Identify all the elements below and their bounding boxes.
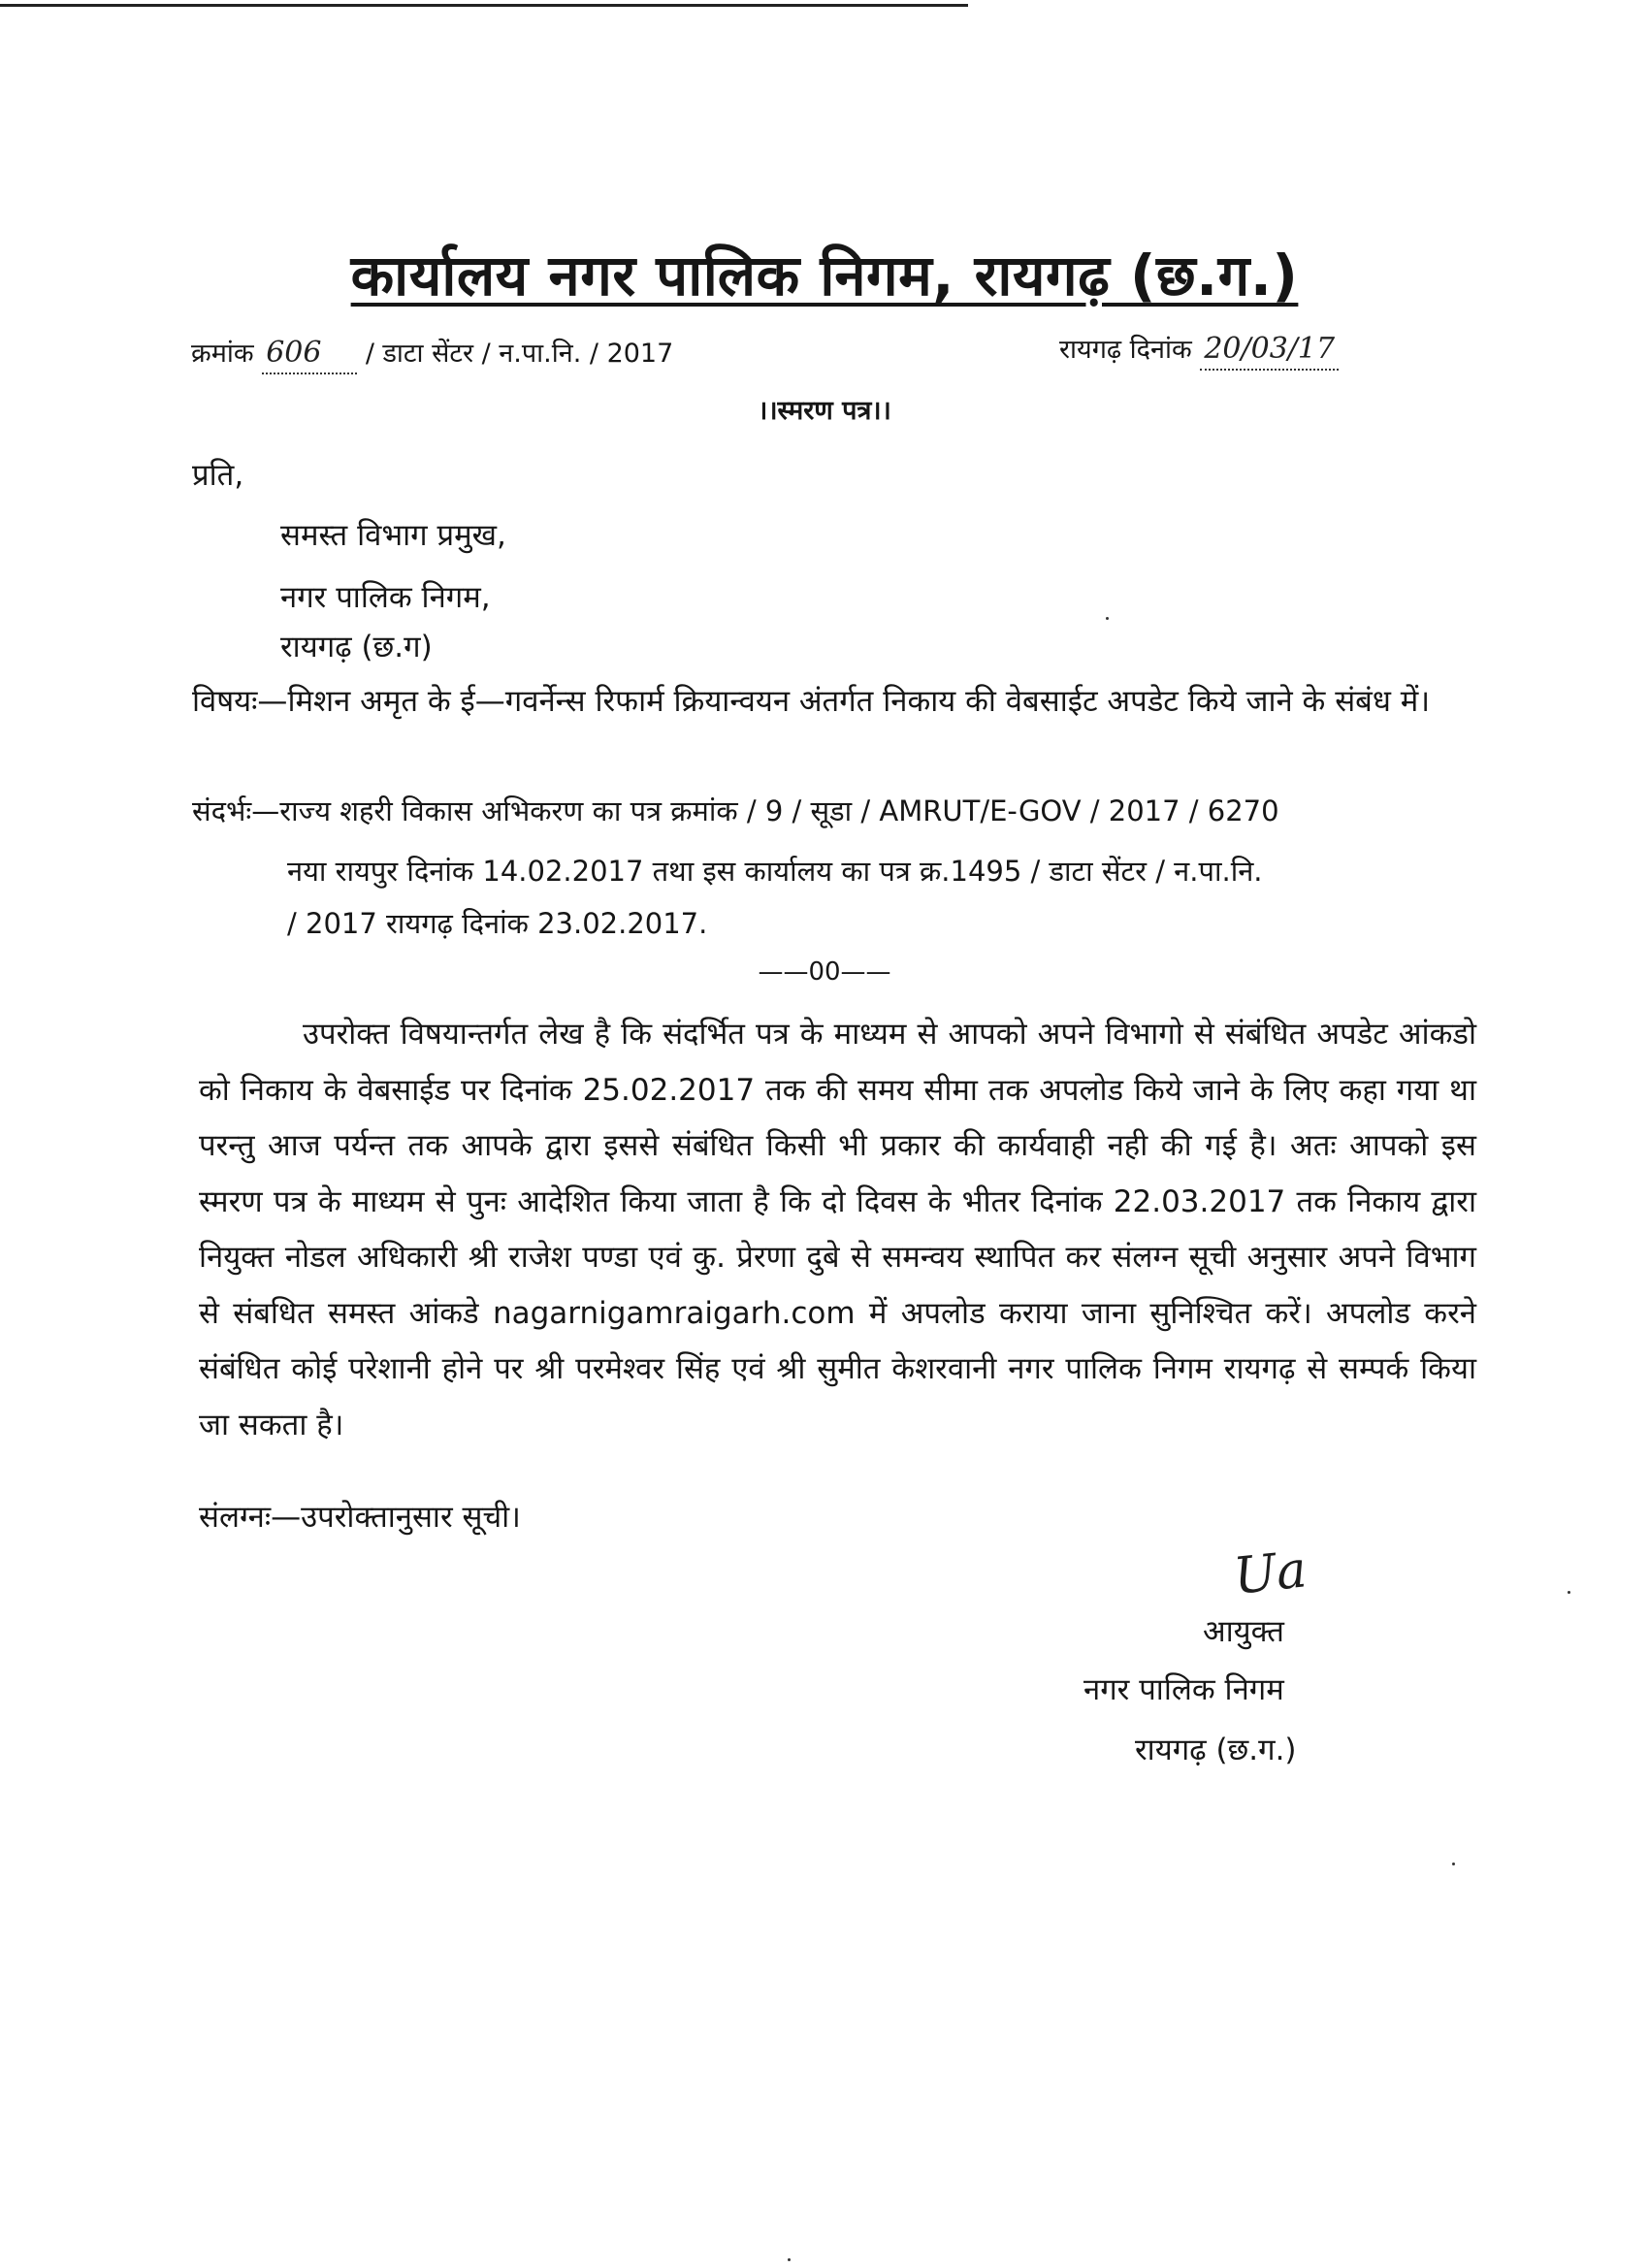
date-label: रायगढ़ दिनांक [1059,335,1192,365]
recipient-line-3: रायगढ़ (छ.ग) [280,630,433,664]
signatory-place: रायगढ़ (छ.ग.) [1135,1733,1297,1767]
signature-scribble: Ua [1231,1540,1310,1606]
top-border-line [0,4,968,7]
reference-line-1 [192,790,1279,832]
ref-label: क्रमांक [191,339,254,369]
reference-line-2: नया रायपुर दिनांक 14.02.2017 तथा इस कार्यालय का पत्र क्र.1495 / डाटा सेंटर / न.पा.नि. [287,855,1263,888]
separator: ——00—— [758,957,891,987]
ref-number-handwritten: 606 [262,334,357,374]
speck-mark [1106,617,1109,620]
letterhead-title-text: कार्यालय नगर पालिक निगम, रायगढ़ (छ.ग.) [350,243,1299,308]
speck-mark [1568,1591,1570,1594]
subject-block [192,673,1474,729]
date-line [1059,330,1339,371]
letterhead-title [0,237,1649,314]
ref-suffix: / डाटा सेंटर / न.पा.नि. / 2017 [365,339,674,369]
recipient-line-2: नगर पालिक निगम, [280,580,491,615]
signatory-office: नगर पालिक निगम [1083,1672,1284,1707]
recipient-line-1: समस्त विभाग प्रमुख, [280,518,506,553]
reference-text-1: राज्य शहरी विकास अभिकरण का पत्र क्रमांक / 9 / सूडा / AMRUT/E-GOV / 2017 / 6270 [279,794,1279,827]
reference-number-line [191,334,673,374]
enclosure-line: संलग्नः—उपरोक्तानुसार सूची। [199,1500,521,1535]
speck-mark [788,2258,791,2261]
recipient-to: प्रति, [192,458,244,493]
subject-text: मिशन अमृत के ई—गवर्नेन्स रिफार्म क्रियान्वयन अंतर्गत निकाय की वेबसाईट अपडेट किये जाने के संबंध में। [287,684,1431,719]
reference-label: संदर्भः— [192,794,280,827]
signatory-title: आयुक्त [1203,1614,1284,1649]
subject-label: विषयः— [192,684,288,719]
date-handwritten: 20/03/17 [1200,330,1339,371]
reminder-letter-title: ।।स्मरण पत्र।। [758,396,891,426]
speck-mark [1452,1863,1455,1865]
reference-line-3: / 2017 रायगढ़ दिनांक 23.02.2017. [287,907,708,940]
letter-body: उपरोक्त विषयान्तर्गत लेख है कि संदर्भित पत्र के माध्यम से आपको अपने विभागो से संबंधित अपडेट आंकडो को निकाय के वेबसाईड पर दिनांक 25.02.2017 तक की समय सीमा तक अपलोड किये जाने के लिए कहा गया था परन्तु आज पर्यन्त तक आपके द्वारा इससे संबंधित किसी भी प्रकार की कार्यवाही नही की गई है। अतः आपको इस स्मरण पत्र के माध्यम से पुनः आदेशित किया जाता है कि दो दिवस के भीतर दिनांक 22.03.2017 तक निकाय द्वारा नियुक्त नोडल अधिकारी श्री राजेश पण्डा एवं कु. प्रेरणा दुबे से समन्वय स्थापित कर संलग्न सूची अनुसार अपने विभाग से संबधित समस्त आंकडे nagarnigamraigarh.com में अपलोड कराया जाना सुनिश्चित करें। अपलोड करने संबंधित कोई परेशानी होने पर श्री परमेश्वर सिंह एवं श्री सुमीत केशरवानी नगर पालिक निगम रायगढ़ से सम्पर्क किया जा सकता है। [199,1017,1476,1442]
